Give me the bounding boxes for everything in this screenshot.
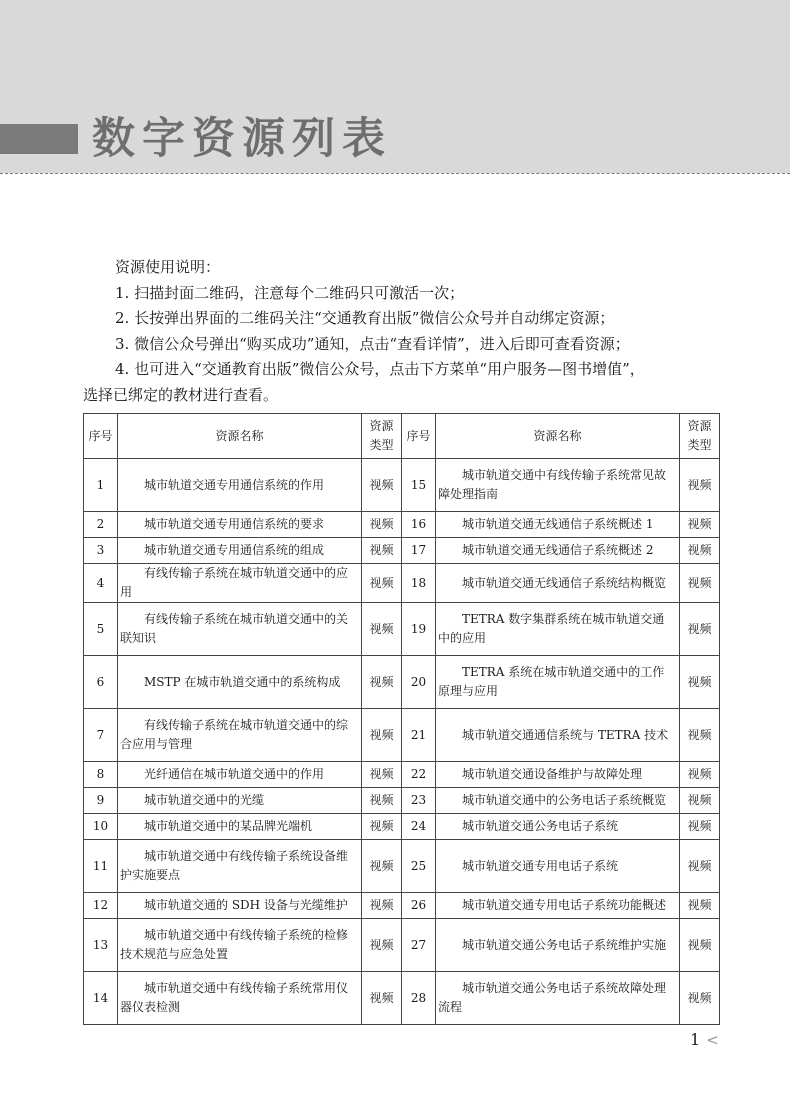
table-row <box>84 459 720 512</box>
cell-resource-name <box>118 564 362 603</box>
resource-name-text: 城市轨道交通设备维护与故障处理 <box>462 767 643 781</box>
cell-index: 27 <box>402 919 436 972</box>
cell-resource-name <box>436 814 680 840</box>
resource-name-text: 城市轨道交通的 SDH 设备与光缆维护 <box>144 898 348 912</box>
header-divider <box>0 173 790 174</box>
cell-resource-type: 视频 <box>362 814 402 840</box>
cell-resource-name <box>436 656 680 709</box>
resource-name-text: 有线传输子系统在城市轨道交通中的应用 <box>120 566 349 599</box>
page-number <box>690 1030 719 1049</box>
cell-resource-name <box>118 840 362 893</box>
cell-resource-type: 视频 <box>680 709 720 762</box>
table-row <box>84 512 720 538</box>
table-row <box>84 656 720 709</box>
cell-resource-name <box>118 512 362 538</box>
cell-index: 18 <box>402 564 436 603</box>
table-row <box>84 840 720 893</box>
resource-name-text: TETRA 数字集群系统在城市轨道交通中的应用 <box>438 612 665 645</box>
cell-index: 10 <box>84 814 118 840</box>
resource-name-text: TETRA 系统在城市轨道交通中的工作原理与应用 <box>438 665 665 698</box>
cell-resource-type: 视频 <box>362 788 402 814</box>
instructions-heading: 资源使用说明： <box>115 258 221 276</box>
resource-name-text: 有线传输子系统在城市轨道交通中的关联知识 <box>120 612 349 645</box>
cell-index: 19 <box>402 603 436 656</box>
cell-resource-type: 视频 <box>680 656 720 709</box>
resource-name-text: 城市轨道交通中有线传输子系统设备维护实施要点 <box>120 849 349 882</box>
cell-index: 21 <box>402 709 436 762</box>
cell-resource-type: 视频 <box>680 512 720 538</box>
cell-resource-type: 视频 <box>362 459 402 512</box>
cell-resource-name <box>436 919 680 972</box>
table-row <box>84 972 720 1025</box>
table-row <box>84 564 720 603</box>
table-row <box>84 893 720 919</box>
table-row <box>84 919 720 972</box>
cell-resource-type: 视频 <box>680 972 720 1025</box>
cell-resource-type: 视频 <box>680 603 720 656</box>
table-body <box>84 459 720 1025</box>
cell-index: 6 <box>84 656 118 709</box>
instruction-step: 4. 也可进入“交通教育出版”微信公众号，点击下方菜单“用户服务—图书增值”， <box>115 360 645 378</box>
cell-index: 26 <box>402 893 436 919</box>
resource-name-text: 城市轨道交通中的某品牌光端机 <box>144 819 313 833</box>
cell-index: 13 <box>84 919 118 972</box>
resource-name-text: 城市轨道交通中的公务电话子系统概览 <box>462 793 667 807</box>
table-row <box>84 814 720 840</box>
instruction-step: 1. 扫描封面二维码，注意每个二维码只可激活一次； <box>115 283 465 302</box>
resource-name-text: 城市轨道交通无线通信子系统概述 1 <box>462 517 654 531</box>
cell-resource-name <box>118 814 362 840</box>
cell-index: 11 <box>84 840 118 893</box>
cell-resource-name <box>118 762 362 788</box>
cell-index: 1 <box>84 459 118 512</box>
resource-name-text: 光纤通信在城市轨道交通中的作用 <box>144 767 325 781</box>
resource-name-text: 城市轨道交通专用电话子系统功能概述 <box>462 898 667 912</box>
cell-resource-type: 视频 <box>362 840 402 893</box>
resource-name-text: 城市轨道交通专用通信系统的作用 <box>144 477 325 492</box>
table-header-row <box>84 414 720 459</box>
cell-resource-name <box>436 972 680 1025</box>
page-arrow: < <box>706 1031 719 1049</box>
cell-resource-type: 视频 <box>680 564 720 603</box>
resource-name-text: 城市轨道交通无线通信子系统概述 2 <box>462 543 654 557</box>
cell-resource-name <box>436 603 680 656</box>
instruction-tail: 选择已绑定的教材进行查看。 <box>83 385 279 404</box>
cell-resource-name <box>118 893 362 919</box>
cell-index: 20 <box>402 656 436 709</box>
resource-name-text: 城市轨道交通无线通信子系统结构概览 <box>462 575 667 590</box>
cell-index: 12 <box>84 893 118 919</box>
cell-resource-type: 视频 <box>680 919 720 972</box>
cell-index: 15 <box>402 459 436 512</box>
cell-index: 17 <box>402 538 436 564</box>
cell-index: 2 <box>84 512 118 538</box>
cell-resource-type: 视频 <box>680 762 720 788</box>
cell-index: 7 <box>84 709 118 762</box>
cell-resource-type: 视频 <box>362 893 402 919</box>
cell-resource-type: 视频 <box>362 603 402 656</box>
header-num: 序号 <box>402 414 436 459</box>
cell-resource-name <box>436 893 680 919</box>
table-row <box>84 709 720 762</box>
cell-resource-type: 视频 <box>680 814 720 840</box>
cell-resource-name <box>118 603 362 656</box>
cell-resource-type: 视频 <box>362 919 402 972</box>
resource-name-text: 城市轨道交通公务电话子系统维护实施 <box>462 937 667 952</box>
cell-resource-name <box>118 709 362 762</box>
usage-instructions <box>83 255 723 408</box>
cell-resource-type: 视频 <box>362 538 402 564</box>
resource-name-text: 城市轨道交通公务电话子系统故障处理流程 <box>438 981 667 1014</box>
cell-index: 23 <box>402 788 436 814</box>
cell-resource-name <box>118 972 362 1025</box>
table-row <box>84 538 720 564</box>
cell-resource-type: 视频 <box>680 459 720 512</box>
cell-resource-name <box>118 788 362 814</box>
cell-index: 22 <box>402 762 436 788</box>
cell-resource-name <box>436 538 680 564</box>
cell-index: 8 <box>84 762 118 788</box>
cell-index: 14 <box>84 972 118 1025</box>
cell-resource-name <box>118 656 362 709</box>
resource-name-text: 城市轨道交通中有线传输子系统的检修技术规范与应急处置 <box>120 928 349 961</box>
cell-resource-name <box>436 459 680 512</box>
page-title: 数字资源列表 <box>92 114 392 164</box>
cell-index: 25 <box>402 840 436 893</box>
resource-name-text: MSTP 在城市轨道交通中的系统构成 <box>144 674 341 689</box>
cell-resource-type: 视频 <box>680 538 720 564</box>
resource-name-text: 城市轨道交通中有线传输子系统常用仪器仪表检测 <box>120 981 349 1014</box>
cell-resource-type: 视频 <box>362 564 402 603</box>
resource-name-text: 城市轨道交通公务电话子系统 <box>462 819 619 833</box>
cell-resource-name <box>436 709 680 762</box>
cell-resource-name <box>436 762 680 788</box>
instruction-step: 3. 微信公众号弹出“购买成功”通知，点击“查看详情”，进入后即可查看资源； <box>115 334 630 353</box>
header-num: 序号 <box>84 414 118 459</box>
cell-resource-name <box>118 538 362 564</box>
cell-resource-type: 视频 <box>680 893 720 919</box>
instruction-step: 2. 长按弹出界面的二维码关注“交通教育出版”微信公众号并自动绑定资源； <box>115 309 615 327</box>
header-name: 资源名称 <box>118 414 362 459</box>
cell-index: 5 <box>84 603 118 656</box>
cell-resource-name <box>436 512 680 538</box>
cell-index: 28 <box>402 972 436 1025</box>
header-type: 资源类型 <box>680 414 720 459</box>
resource-name-text: 城市轨道交通专用电话子系统 <box>462 858 619 873</box>
cell-index: 9 <box>84 788 118 814</box>
cell-resource-type: 视频 <box>362 656 402 709</box>
page-number-value: 1 <box>690 1030 701 1049</box>
table-row <box>84 762 720 788</box>
resource-name-text: 城市轨道交通中的光缆 <box>144 793 265 807</box>
resource-name-text: 城市轨道交通中有线传输子系统常见故障处理指南 <box>438 468 667 501</box>
resource-name-text: 城市轨道交通专用通信系统的要求 <box>144 517 325 531</box>
cell-index: 16 <box>402 512 436 538</box>
cell-resource-type: 视频 <box>680 788 720 814</box>
cell-resource-name <box>436 788 680 814</box>
cell-index: 3 <box>84 538 118 564</box>
resource-name-text: 城市轨道交通专用通信系统的组成 <box>144 543 325 557</box>
header-type: 资源类型 <box>362 414 402 459</box>
resource-table <box>83 413 720 1025</box>
resource-name-text: 有线传输子系统在城市轨道交通中的综合应用与管理 <box>120 718 349 751</box>
cell-resource-name <box>118 459 362 512</box>
cell-resource-type: 视频 <box>362 512 402 538</box>
cell-resource-type: 视频 <box>362 972 402 1025</box>
table-row <box>84 788 720 814</box>
cell-resource-name <box>436 564 680 603</box>
cell-index: 4 <box>84 564 118 603</box>
table-row <box>84 603 720 656</box>
header-name: 资源名称 <box>436 414 680 459</box>
cell-resource-name <box>436 840 680 893</box>
cell-resource-type: 视频 <box>362 709 402 762</box>
title-accent-bar <box>0 124 78 154</box>
resource-name-text: 城市轨道交通通信系统与 TETRA 技术 <box>462 727 669 742</box>
cell-resource-type: 视频 <box>680 840 720 893</box>
cell-index: 24 <box>402 814 436 840</box>
cell-resource-type: 视频 <box>362 762 402 788</box>
cell-resource-name <box>118 919 362 972</box>
